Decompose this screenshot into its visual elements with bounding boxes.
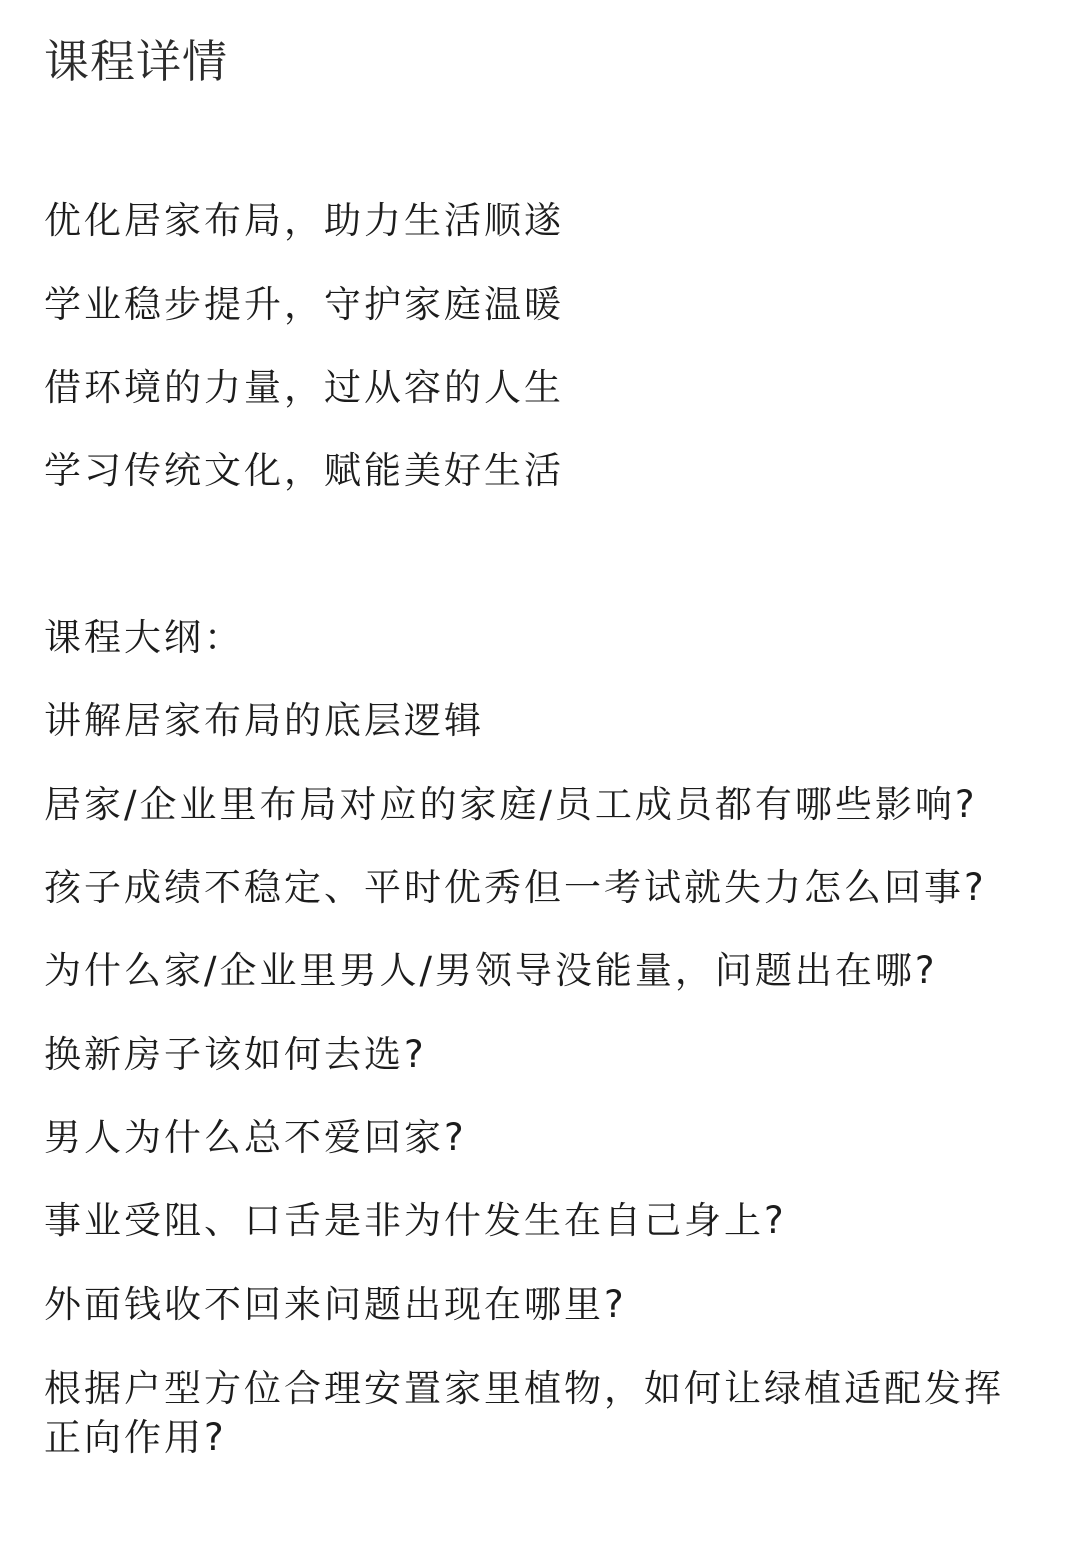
intro-line: 学习传统文化，赋能美好生活	[44, 449, 564, 492]
outline-item: 为什么家/企业里男人/男领导没能量，问题出在哪?	[44, 949, 938, 992]
outline-item: 男人为什么总不爱回家?	[44, 1116, 467, 1159]
outline-item: 换新房子该如何去选?	[44, 1033, 427, 1076]
outline-item: 居家/企业里布局对应的家庭/员工成员都有哪些影响?	[44, 783, 978, 826]
outline-item: 事业受阻、口舌是非为什发生在自己身上?	[44, 1199, 787, 1242]
outline-heading: 课程大纲：	[44, 616, 244, 659]
intro-line: 借环境的力量，过从容的人生	[44, 366, 564, 409]
outline-item: 讲解居家布局的底层逻辑	[44, 699, 484, 742]
intro-line: 学业稳步提升，守护家庭温暖	[44, 283, 564, 326]
intro-line: 优化居家布局，助力生活顺遂	[44, 199, 564, 242]
outline-item: 外面钱收不回来问题出现在哪里?	[44, 1283, 627, 1326]
outline-item: 根据户型方位合理安置家里植物，如何让绿植适配发挥正向作用?	[44, 1367, 1004, 1459]
page-title: 课程详情	[44, 35, 229, 88]
outline-item: 孩子成绩不稳定、平时优秀但一考试就失力怎么回事?	[44, 866, 987, 909]
